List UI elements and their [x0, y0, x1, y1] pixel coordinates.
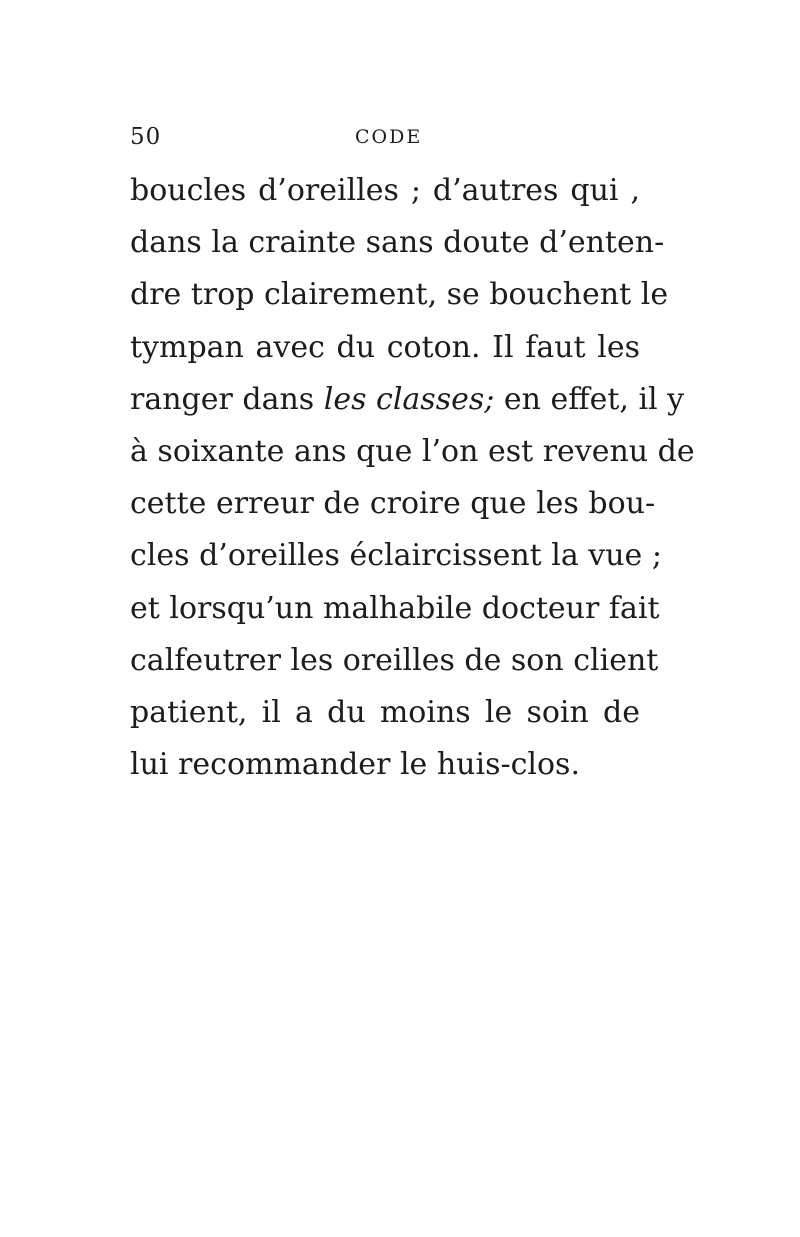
text-line [130, 378, 685, 430]
text-line: dans la crainte sans doute d’enten- [130, 225, 665, 261]
text-line: et lorsqu’un malhabile docteur fait [130, 590, 660, 626]
text-line: cles d’oreilles éclaircissent la vue ; [130, 538, 662, 574]
running-head [130, 124, 640, 154]
text-line: boucles d’oreilles ; d’autres qui , [130, 173, 640, 208]
text-line: lui recommander le huis-clos. [130, 747, 580, 783]
text-line: dre trop clairement, se bouchent le [130, 277, 669, 313]
text-run: ranger dans [130, 381, 324, 417]
italic-phrase: les classes; [323, 381, 495, 417]
text-line: tympan avec du coton. Il faut les [130, 329, 640, 365]
text-line: calfeutrer les oreilles de son client [130, 642, 659, 678]
text-line: à soixante ans que l’on est revenu de [130, 433, 695, 469]
running-title: CODE [355, 126, 423, 148]
text-line: patient, il a du moins le soin de [130, 694, 640, 730]
page-number: 50 [130, 124, 162, 150]
body-text [130, 169, 695, 795]
text-line: cette erreur de croire que les bou- [130, 486, 656, 522]
text-run: en effet, il y [494, 381, 685, 417]
